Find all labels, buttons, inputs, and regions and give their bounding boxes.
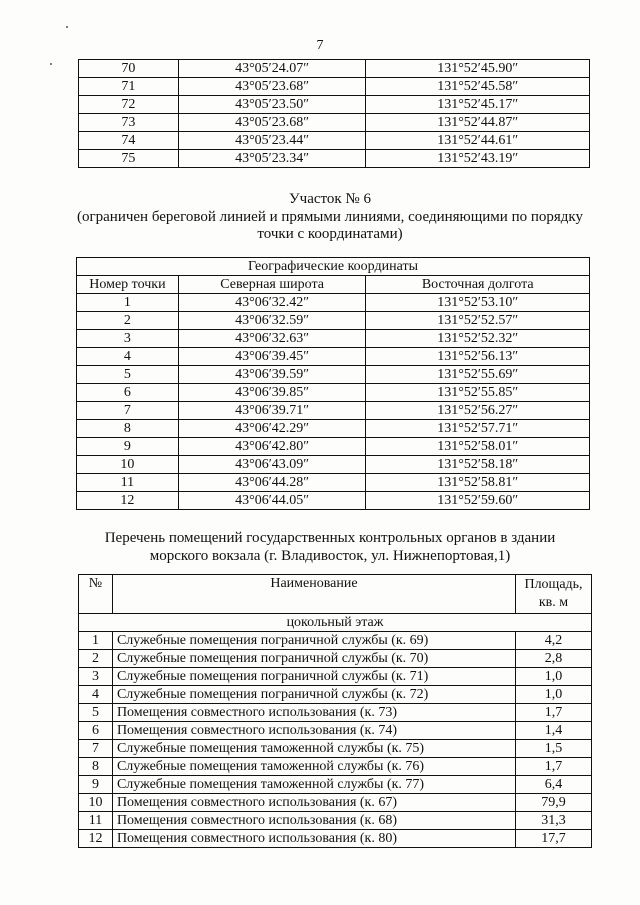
table-row bbox=[79, 632, 592, 650]
table-row bbox=[77, 420, 590, 438]
latitude-cell: 43°05′24.07″ bbox=[178, 60, 366, 78]
longitude-cell: 131°52′52.32″ bbox=[366, 330, 590, 348]
room-area-cell: 1,7 bbox=[516, 758, 592, 776]
longitude-cell: 131°52′55.69″ bbox=[366, 366, 590, 384]
rooms-title-line1: Перечень помещений государственных контрольных органов в здании bbox=[104, 530, 556, 546]
point-number-cell: 1 bbox=[77, 294, 179, 312]
point-number-cell: 6 bbox=[77, 384, 179, 402]
latitude-cell: 43°05′23.68″ bbox=[178, 78, 366, 96]
table-row bbox=[79, 812, 592, 830]
table-row bbox=[77, 438, 590, 456]
point-number-cell: 10 bbox=[77, 456, 179, 474]
point-number-cell: 7 bbox=[77, 402, 179, 420]
longitude-cell: 131°52′58.18″ bbox=[366, 456, 590, 474]
table-row bbox=[79, 78, 590, 96]
point-number-cell: 74 bbox=[79, 132, 179, 150]
point-number-cell: 73 bbox=[79, 114, 179, 132]
longitude-header: Восточная долгота bbox=[366, 276, 590, 294]
table-row bbox=[77, 474, 590, 492]
table-row bbox=[79, 740, 592, 758]
section-6-coordinates-table bbox=[76, 257, 590, 510]
room-name-cell: Помещения совместного использования (к. 80) bbox=[112, 830, 515, 848]
room-name-cell: Служебные помещения таможенной службы (к. 76) bbox=[112, 758, 515, 776]
room-area-cell: 79,9 bbox=[516, 794, 592, 812]
point-number-cell: 4 bbox=[77, 348, 179, 366]
room-area-cell: 31,3 bbox=[516, 812, 592, 830]
longitude-cell: 131°52′53.10″ bbox=[366, 294, 590, 312]
point-number-cell: 2 bbox=[77, 312, 179, 330]
floor-label: цокольный этаж bbox=[79, 614, 592, 632]
page-number: 7 bbox=[316, 38, 324, 53]
room-name-cell: Помещения совместного использования (к. 67) bbox=[112, 794, 515, 812]
table-row bbox=[79, 650, 592, 668]
latitude-cell: 43°05′23.44″ bbox=[178, 132, 366, 150]
room-area-cell: 17,7 bbox=[516, 830, 592, 848]
room-number-cell: 12 bbox=[79, 830, 113, 848]
area-header bbox=[516, 575, 592, 614]
table-row bbox=[77, 492, 590, 510]
point-number-cell: 11 bbox=[77, 474, 179, 492]
scan-speck bbox=[66, 26, 68, 28]
longitude-cell: 131°52′55.85″ bbox=[366, 384, 590, 402]
room-number-cell: 3 bbox=[79, 668, 113, 686]
geo-coords-header: Географические координаты bbox=[77, 258, 590, 276]
point-number-header: Номер точки bbox=[77, 276, 179, 294]
point-number-cell: 8 bbox=[77, 420, 179, 438]
room-number-cell: 11 bbox=[79, 812, 113, 830]
table-row bbox=[79, 758, 592, 776]
section-6-subtitle-line1: (ограничен береговой линией и прямыми линиями, соединяющими по порядку bbox=[76, 209, 583, 225]
latitude-cell: 43°06′39.85″ bbox=[178, 384, 366, 402]
table-row bbox=[77, 402, 590, 420]
room-name-cell: Служебные помещения таможенной службы (к. 77) bbox=[112, 776, 515, 794]
room-name-cell: Служебные помещения пограничной службы (к. 71) bbox=[112, 668, 515, 686]
room-name-cell: Служебные помещения пограничной службы (к. 69) bbox=[112, 632, 515, 650]
point-number-cell: 9 bbox=[77, 438, 179, 456]
latitude-cell: 43°06′39.59″ bbox=[178, 366, 366, 384]
room-area-cell: 1,4 bbox=[516, 722, 592, 740]
latitude-cell: 43°05′23.68″ bbox=[178, 114, 366, 132]
longitude-cell: 131°52′52.57″ bbox=[366, 312, 590, 330]
table-row bbox=[79, 722, 592, 740]
room-name-cell: Помещения совместного использования (к. 68) bbox=[112, 812, 515, 830]
table-row bbox=[79, 704, 592, 722]
room-number-cell: 10 bbox=[79, 794, 113, 812]
longitude-cell: 131°52′44.61″ bbox=[366, 132, 590, 150]
room-number-cell: 4 bbox=[79, 686, 113, 704]
rooms-title-line2: морского вокзала (г. Владивосток, ул. Нижнепортовая,1) bbox=[149, 548, 511, 564]
table-row bbox=[77, 312, 590, 330]
point-number-cell: 71 bbox=[79, 78, 179, 96]
table-row bbox=[79, 830, 592, 848]
table-row bbox=[79, 96, 590, 114]
table-row bbox=[79, 668, 592, 686]
point-number-cell: 70 bbox=[79, 60, 179, 78]
longitude-cell: 131°52′43.19″ bbox=[366, 150, 590, 168]
table-row bbox=[79, 60, 590, 78]
continued-coordinates-table bbox=[78, 59, 590, 168]
room-number-cell: 1 bbox=[79, 632, 113, 650]
latitude-cell: 43°06′43.09″ bbox=[178, 456, 366, 474]
point-number-cell: 5 bbox=[77, 366, 179, 384]
name-header: Наименование bbox=[112, 575, 515, 614]
latitude-cell: 43°05′23.50″ bbox=[178, 96, 366, 114]
room-area-cell: 1,0 bbox=[516, 668, 592, 686]
longitude-cell: 131°52′45.58″ bbox=[366, 78, 590, 96]
point-number-cell: 72 bbox=[79, 96, 179, 114]
table-row bbox=[77, 294, 590, 312]
rooms-table bbox=[78, 574, 592, 848]
latitude-cell: 43°06′44.28″ bbox=[178, 474, 366, 492]
area-header-line2: кв. м bbox=[538, 595, 569, 610]
latitude-cell: 43°06′32.59″ bbox=[178, 312, 366, 330]
latitude-header: Северная широта bbox=[178, 276, 366, 294]
room-number-cell: 9 bbox=[79, 776, 113, 794]
table-row bbox=[79, 686, 592, 704]
room-area-cell: 4,2 bbox=[516, 632, 592, 650]
point-number-cell: 12 bbox=[77, 492, 179, 510]
latitude-cell: 43°06′42.80″ bbox=[178, 438, 366, 456]
area-header-line1: Площадь, bbox=[524, 577, 583, 592]
longitude-cell: 131°52′45.17″ bbox=[366, 96, 590, 114]
room-name-cell: Помещения совместного использования (к. 74) bbox=[112, 722, 515, 740]
room-number-cell: 5 bbox=[79, 704, 113, 722]
longitude-cell: 131°52′57.71″ bbox=[366, 420, 590, 438]
number-header: № bbox=[79, 575, 113, 614]
room-name-cell: Помещения совместного использования (к. 73) bbox=[112, 704, 515, 722]
room-area-cell: 1,7 bbox=[516, 704, 592, 722]
table-row bbox=[77, 384, 590, 402]
latitude-cell: 43°06′44.05″ bbox=[178, 492, 366, 510]
longitude-cell: 131°52′58.81″ bbox=[366, 474, 590, 492]
latitude-cell: 43°06′39.45″ bbox=[178, 348, 366, 366]
room-area-cell: 2,8 bbox=[516, 650, 592, 668]
longitude-cell: 131°52′56.27″ bbox=[366, 402, 590, 420]
latitude-cell: 43°06′42.29″ bbox=[178, 420, 366, 438]
room-name-cell: Служебные помещения пограничной службы (к. 72) bbox=[112, 686, 515, 704]
latitude-cell: 43°06′32.42″ bbox=[178, 294, 366, 312]
table-row bbox=[77, 456, 590, 474]
room-number-cell: 6 bbox=[79, 722, 113, 740]
latitude-cell: 43°06′32.63″ bbox=[178, 330, 366, 348]
longitude-cell: 131°52′56.13″ bbox=[366, 348, 590, 366]
table-row bbox=[79, 776, 592, 794]
latitude-cell: 43°06′39.71″ bbox=[178, 402, 366, 420]
longitude-cell: 131°52′58.01″ bbox=[366, 438, 590, 456]
section-6-title: Участок № 6 bbox=[289, 191, 371, 207]
room-number-cell: 8 bbox=[79, 758, 113, 776]
room-number-cell: 2 bbox=[79, 650, 113, 668]
room-name-cell: Служебные помещения пограничной службы (к. 70) bbox=[112, 650, 515, 668]
table-row bbox=[79, 114, 590, 132]
longitude-cell: 131°52′45.90″ bbox=[366, 60, 590, 78]
latitude-cell: 43°05′23.34″ bbox=[178, 150, 366, 168]
section-6-subtitle-line2: точки с координатами) bbox=[257, 226, 403, 242]
table-row bbox=[79, 132, 590, 150]
room-area-cell: 1,0 bbox=[516, 686, 592, 704]
room-area-cell: 6,4 bbox=[516, 776, 592, 794]
table-row bbox=[77, 348, 590, 366]
longitude-cell: 131°52′44.87″ bbox=[366, 114, 590, 132]
table-row bbox=[77, 330, 590, 348]
point-number-cell: 75 bbox=[79, 150, 179, 168]
room-number-cell: 7 bbox=[79, 740, 113, 758]
table-row bbox=[77, 366, 590, 384]
table-row bbox=[79, 150, 590, 168]
longitude-cell: 131°52′59.60″ bbox=[366, 492, 590, 510]
room-name-cell: Служебные помещения таможенной службы (к. 75) bbox=[112, 740, 515, 758]
room-area-cell: 1,5 bbox=[516, 740, 592, 758]
table-row bbox=[79, 794, 592, 812]
point-number-cell: 3 bbox=[77, 330, 179, 348]
scan-speck bbox=[50, 63, 52, 65]
